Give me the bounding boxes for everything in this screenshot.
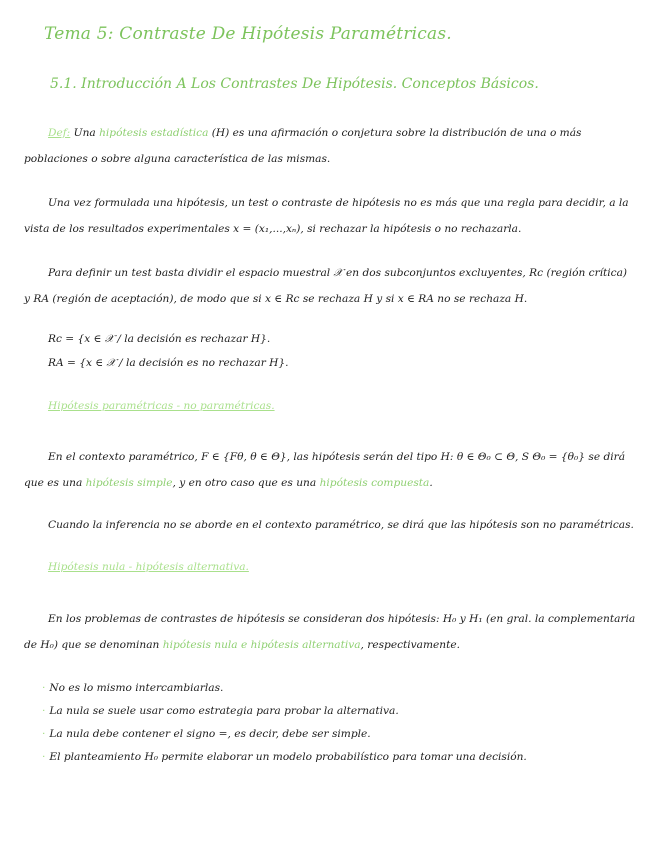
regions-paragraph — [24, 260, 636, 312]
heading-null-alternative: Hipótesis nula - hipótesis alternativa. — [48, 561, 249, 573]
list-item — [42, 723, 527, 746]
parametric-text-b: , y en otro caso que es una — [172, 477, 317, 489]
def-text-a: Una — [73, 127, 96, 139]
definition-paragraph — [24, 120, 636, 172]
regions-text: Para definir un test basta dividir el espacio muestral 𝒳 en dos subconjuntos excluyentes, Rc (región crítica) y RA (región de aceptación), de modo que si x ∈ Rc se rechaza H y si x ∈ RA no se rechaza H. — [24, 267, 628, 305]
list-item — [42, 677, 527, 700]
term-null-alternative: hipótesis nula e hipótesis alternativa — [162, 639, 361, 651]
parametric-text-c: . — [429, 477, 433, 489]
list-item — [42, 700, 527, 723]
test-paragraph — [24, 190, 636, 242]
def-label: Def: — [48, 127, 71, 139]
list-item-text: La nula se suele usar como estrategia para probar la alternativa. — [49, 705, 399, 717]
heading-parametric: Hipótesis paramétricas - no paramétricas. — [48, 400, 275, 412]
def-text-b: (H) es una afirmación o conjetura sobre la distribución de una o más poblaciones o sobre alguna característica de las mismas. — [24, 127, 582, 165]
hypotheses-paragraph — [24, 606, 636, 658]
nonparametric-text: Cuando la inferencia no se aborde en el contexto paramétrico, se dirá que las hipótesis son no paramétricas. — [48, 519, 634, 531]
section-title: 5.1. Introducción A Los Contrastes De Hipótesis. Conceptos Básicos. — [50, 76, 539, 92]
hypotheses-text-a: En los problemas de contrastes de hipótesis se consideran dos hipótesis: H₀ y H₁ (en gral. la complementaria de H₀) que se denominan — [24, 613, 636, 651]
parametric-paragraph — [24, 444, 636, 496]
list-item-text: El planteamiento H₀ permite elaborar un modelo probabilístico para tomar una decisión. — [49, 751, 527, 763]
term-compound: hipótesis compuesta — [319, 477, 430, 489]
def-term: hipótesis estadística — [99, 127, 209, 139]
test-text: Una vez formulada una hipótesis, un test o contraste de hipótesis no es más que una regla para decidir, a la vista de los resultados experimentales x = (x₁,...,xₙ), si rechazar la hipótesis o no rechazarla. — [24, 197, 629, 235]
list-item — [42, 746, 527, 769]
list-item-text: La nula debe contener el signo =, es decir, debe ser simple. — [49, 728, 371, 740]
bullet-dot-icon: · — [42, 728, 46, 740]
nonparametric-paragraph — [24, 512, 636, 538]
page-title: Tema 5: Contraste De Hipótesis Paramétricas. — [44, 24, 452, 44]
critical-region-line: Rc = {x ∈ 𝒳 / la decisión es rechazar H}. — [48, 333, 271, 345]
list-item-text: No es lo mismo intercambiarlas. — [49, 682, 224, 694]
hypotheses-text-b: , respectivamente. — [360, 639, 461, 651]
bullet-dot-icon: · — [42, 682, 46, 694]
acceptance-region-line: RA = {x ∈ 𝒳 / la decisión es no rechazar H}. — [48, 357, 289, 369]
bullet-dot-icon: · — [42, 751, 46, 763]
bullet-dot-icon: · — [42, 705, 46, 717]
parametric-text-a: En el contexto paramétrico, F ∈ {Fθ, θ ∈ Θ}, las hipótesis serán del tipo H: θ ∈ Θ₀ ⊂ Θ, S Θ₀ = {θ₀} se dirá que es una — [24, 451, 626, 489]
bullet-list — [42, 677, 527, 769]
term-simple: hipótesis simple — [85, 477, 173, 489]
